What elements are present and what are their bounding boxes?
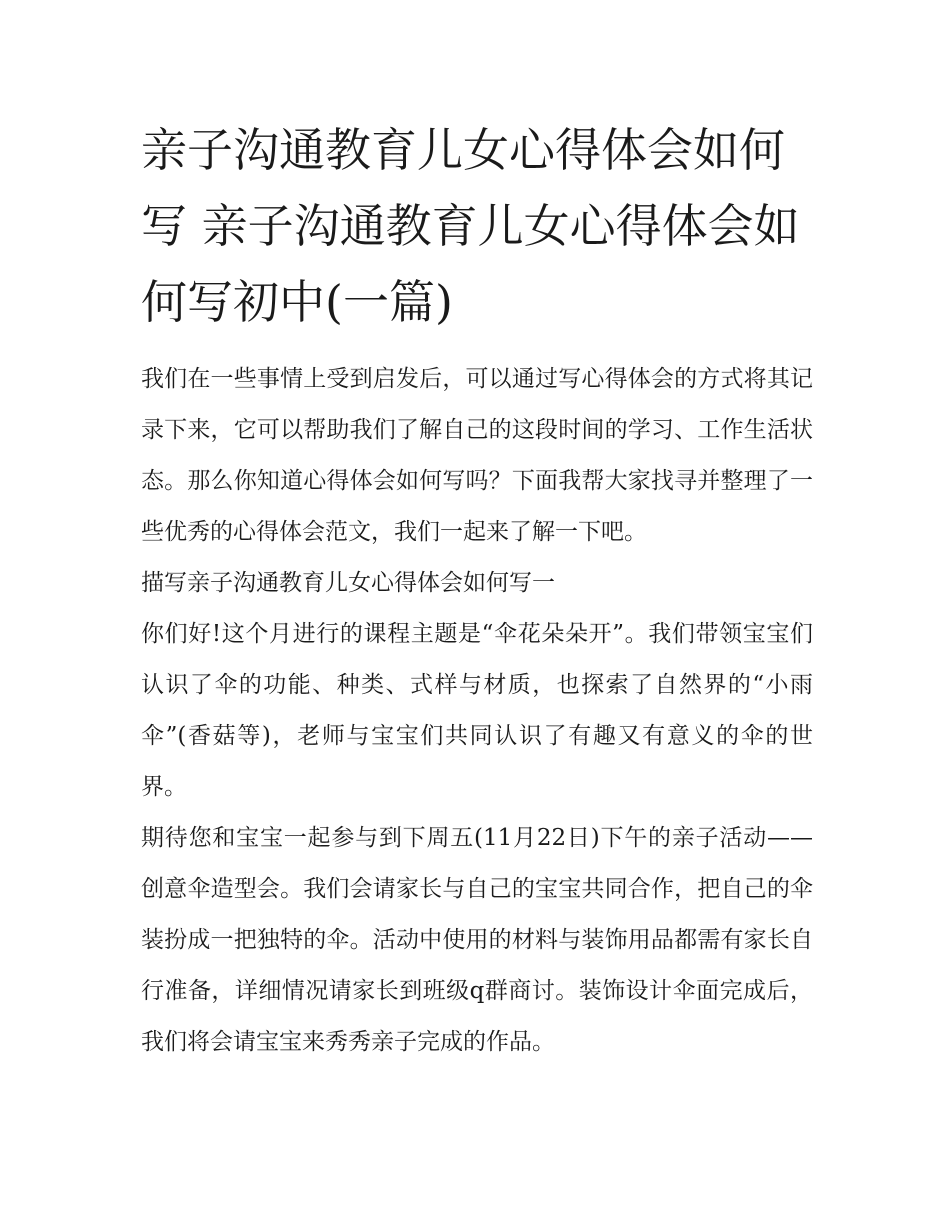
intro-paragraph: 我们在一些事情上受到启发后，可以通过写心得体会的方式将其记录下来，它可以帮助我们了解自己的这段时间的学习、工作生活状态。那么你知道心得体会如何写吗？下面我帮大家找寻并整理了一些优秀的心得体会范文，我们一起来了解一下吧。 <box>141 366 813 545</box>
document-page <box>141 112 813 1068</box>
body-paragraph: 期待您和宝宝一起参与到下周五(11月22日)下午的亲子活动——创意伞造型会。我们会请家长与自己的宝宝共同合作，把自己的伞装扮成一把独特的伞。活动中使用的材料与装饰用品都需有家长自行准备，详细情况请家长到班级q群商讨。装饰设计伞面完成后，我们将会请宝宝来秀秀亲子完成的作品。 <box>141 825 813 1055</box>
section-heading: 描写亲子沟通教育儿女心得体会如何写一 <box>141 570 555 596</box>
body-paragraph: 你们好!这个月进行的课程主题是“伞花朵朵开”。我们带领宝宝们认识了伞的功能、种类、式样与材质，也探索了自然界的“小雨伞”(香菇等)，老师与宝宝们共同认识了有趣又有意义的伞的世界。 <box>141 621 813 800</box>
document-title: 亲子沟通教育儿女心得体会如何写 亲子沟通教育儿女心得体会如何写初中(一篇) <box>141 123 800 329</box>
